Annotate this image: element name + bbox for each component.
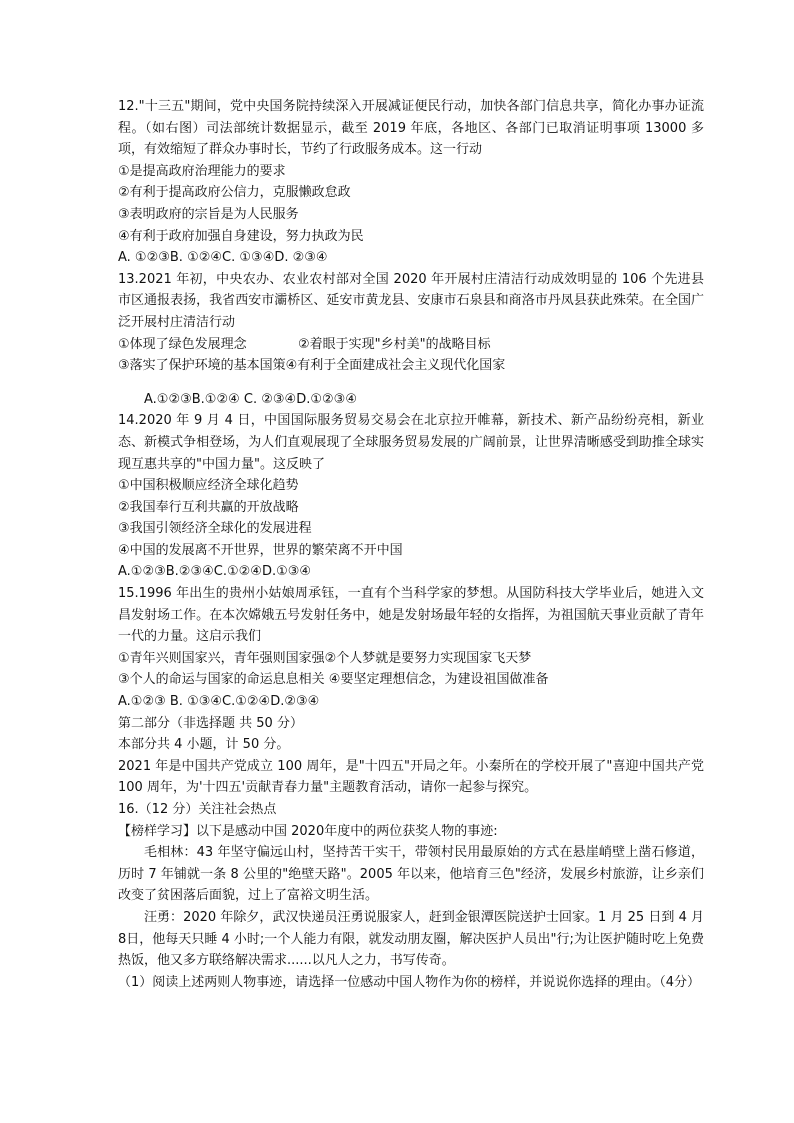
- question-16: [118, 799, 704, 993]
- question-12-choices: A. ①②③B. ①②④C. ①③④D. ②③④: [118, 250, 328, 266]
- question-12-stem: 12."十三五"期间，党中央国务院持续深入开展减证便民行动，加快各部门信息共享，简化办事办证流程。（如右图）司法部统计数据显示，截至 2019 年底，各地区、各部门已取消证明事项 13000 多项，有效缩短了群众办事时长，节约了行政服务成本。这一行动: [118, 99, 704, 158]
- question-12-option-4: ④有利于政府加强自身建设，努力执政为民: [118, 228, 364, 244]
- question-14-option-1: ①中国积极顺应经济全球化趋势: [118, 478, 299, 494]
- question-16-passage-2: 汪勇：2020 年除夕，武汉快递员汪勇说服家人，赶到金银潭医院送护士回家。1 月 25 日到 4 月 8日，他每天只睡 4 小时;一个人能力有限，就发动朋友圈，解决医护人员出"行;为让医护随时吃上免费热饭，他又多方联络解决需求......以凡人之力，书写传奇。: [118, 909, 704, 969]
- part-2: [118, 713, 704, 799]
- question-12: [118, 96, 704, 269]
- question-15-stem: 15.1996 年出生的贵州小姑娘周承钰，一直有个当科学家的梦想。从国防科技大学毕业后，她进入文昌发射场工作。在本次嫦娥五号发射任务中，她是发射场最年轻的女指挥，为祖国航天事业贡献了青年一代的力量。这启示我们: [118, 586, 704, 645]
- part-2-intro: 2021 年是中国共产党成立 100 周年，是"十四五"开局之年。小秦所在的学校开展了"喜迎中国共产党 100 周年，为'十四五'贡献青春力量"主题教育活动，请你一起参与探究。: [118, 758, 704, 796]
- question-14: [118, 410, 704, 583]
- question-16-lead: 【榜样学习】以下是感动中国 2020年度中的两位获奖人物的事迹:: [118, 823, 498, 839]
- question-14-option-2: ②我国奉行互利共赢的开放战略: [118, 499, 299, 515]
- question-16-passage-1: 毛相林：43 年坚守偏远山村，坚持苦干实干，带领村民用最原始的方式在悬崖峭壁上凿石修道，历时 7 年铺就一条 8 公里的"绝壁天路"。2005 年以来，他培育三色"经济，发展乡村旅游，让乡亲们改变了贫困落后面貌，过上了富裕文明生活。: [118, 845, 704, 904]
- question-12-option-2: ②有利于提高政府公信力，克服懒政怠政: [118, 185, 351, 201]
- question-15-choices: A.①②③ B. ①③④C.①②④D.②③④: [118, 694, 320, 710]
- question-13-option-1: ①体现了绿色发展理念: [118, 336, 247, 352]
- question-13-options-row-1: [118, 334, 704, 356]
- question-15-options-row-2: ③个人的命运与国家的命运息息相关 ④要坚定理想信念，为建设祖国做准备: [118, 672, 549, 688]
- question-13: [118, 269, 704, 411]
- question-15: [118, 583, 704, 713]
- question-13-option-2: ②着眼于实现"乡村美"的战略目标: [298, 336, 491, 352]
- question-16-subquestion-1: （1）阅读上述两则人物事迹，请选择一位感动中国人物作为你的榜样，并说说你选择的理由。（4分）: [118, 974, 701, 990]
- part-2-heading: 第二部分（非选择题 共 50 分）: [118, 715, 303, 731]
- question-14-stem: 14.2020 年 9 月 4 日，中国国际服务贸易交易会在北京拉开帷幕，新技术、新产品纷纷亮相，新业态、新模式争相登场，为人们直观展现了全球服务贸易发展的广阔前景，让世界清晰感受到助推全球实现互惠共享的"中国力量"。这反映了: [118, 413, 704, 472]
- question-15-options-row-1: ①青年兴则国家兴，青年强则国家强②个人梦就是要努力实现国家飞天梦: [118, 650, 532, 666]
- question-13-stem: 13.2021 年初，中央农办、农业农村部对全国 2020 年开展村庄清洁行动成效明显的 106 个先进县市区通报表扬，我省西安市灞桥区、延安市黄龙县、安康市石泉县和商洛市丹凤县获此殊荣。在全国广泛开展村庄清洁行动: [118, 271, 704, 330]
- question-14-choices: A.①②③B.②③④C.①②④D.①③④: [118, 564, 312, 580]
- question-12-option-1: ①是提高政府治理能力的要求: [118, 163, 286, 179]
- question-16-title: 16.（12 分）关注社会热点: [118, 802, 277, 817]
- question-12-option-3: ③表明政府的宗旨是为人民服务: [118, 206, 299, 222]
- question-13-choices: A.①②③B.①②④ C. ②③④D.①②③④: [144, 391, 357, 407]
- question-13-options-row-2: ③落实了保护环境的基本国策④有利于全面建成社会主义现代化国家: [118, 358, 506, 374]
- question-14-option-3: ③我国引领经济全球化的发展进程: [118, 521, 312, 537]
- exam-page: [118, 96, 704, 993]
- part-2-note: 本部分共 4 小题，计 50 分。: [118, 737, 290, 753]
- question-14-option-4: ④中国的发展离不开世界，世界的繁荣离不开中国: [118, 542, 403, 558]
